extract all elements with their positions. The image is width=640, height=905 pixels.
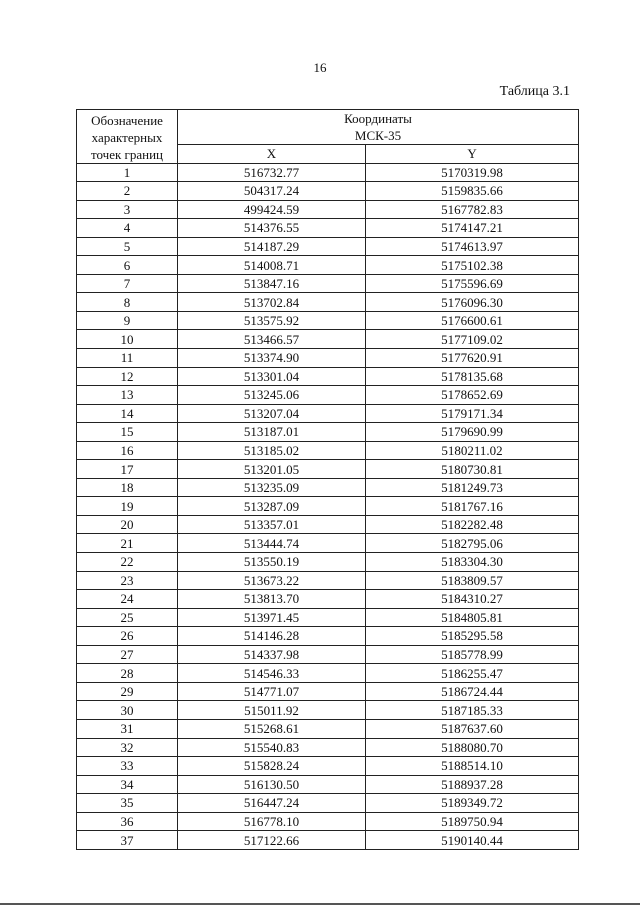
x-coordinate-cell: 513245.06 — [178, 386, 366, 405]
header-y: Y — [366, 145, 579, 164]
y-coordinate-cell: 5170319.98 — [366, 163, 579, 182]
table-row — [77, 571, 579, 590]
y-coordinate-cell: 5177109.02 — [366, 330, 579, 349]
x-coordinate-cell: 516778.10 — [178, 812, 366, 831]
y-coordinate-cell: 5181767.16 — [366, 497, 579, 516]
point-number-cell: 9 — [77, 311, 178, 330]
x-coordinate-cell: 513847.16 — [178, 274, 366, 293]
point-number-cell: 6 — [77, 256, 178, 275]
x-coordinate-cell: 514771.07 — [178, 682, 366, 701]
table-row — [77, 219, 579, 238]
table-row — [77, 163, 579, 182]
point-number-cell: 37 — [77, 831, 178, 850]
table-row — [77, 590, 579, 609]
table-row — [77, 701, 579, 720]
table-row — [77, 515, 579, 534]
y-coordinate-cell: 5184310.27 — [366, 590, 579, 609]
point-number-cell: 17 — [77, 460, 178, 479]
table-row — [77, 627, 579, 646]
x-coordinate-cell: 515268.61 — [178, 719, 366, 738]
x-coordinate-cell: 513550.19 — [178, 553, 366, 572]
y-coordinate-cell: 5189750.94 — [366, 812, 579, 831]
y-coordinate-cell: 5181249.73 — [366, 478, 579, 497]
point-number-cell: 35 — [77, 794, 178, 813]
header-coords-line: Координаты — [344, 111, 412, 126]
table-row — [77, 441, 579, 460]
y-coordinate-cell: 5176600.61 — [366, 311, 579, 330]
point-number-cell: 2 — [77, 182, 178, 201]
x-coordinate-cell: 513673.22 — [178, 571, 366, 590]
table-body — [77, 163, 579, 849]
point-number-cell: 27 — [77, 645, 178, 664]
point-number-cell: 8 — [77, 293, 178, 312]
x-coordinate-cell: 504317.24 — [178, 182, 366, 201]
table-row — [77, 812, 579, 831]
header-coordinates — [178, 110, 579, 145]
point-number-cell: 32 — [77, 738, 178, 757]
table-row — [77, 367, 579, 386]
x-coordinate-cell: 513207.04 — [178, 404, 366, 423]
x-coordinate-cell: 513813.70 — [178, 590, 366, 609]
x-coordinate-cell: 513287.09 — [178, 497, 366, 516]
x-coordinate-cell: 514008.71 — [178, 256, 366, 275]
table-row — [77, 757, 579, 776]
y-coordinate-cell: 5189349.72 — [366, 794, 579, 813]
x-coordinate-cell: 513971.45 — [178, 608, 366, 627]
y-coordinate-cell: 5188514.10 — [366, 757, 579, 776]
y-coordinate-cell: 5182795.06 — [366, 534, 579, 553]
y-coordinate-cell: 5167782.83 — [366, 200, 579, 219]
y-coordinate-cell: 5179690.99 — [366, 423, 579, 442]
header-coords-line: МСК-35 — [354, 128, 402, 143]
point-number-cell: 24 — [77, 590, 178, 609]
table-row — [77, 423, 579, 442]
point-number-cell: 23 — [77, 571, 178, 590]
point-number-cell: 4 — [77, 219, 178, 238]
x-coordinate-cell: 514187.29 — [178, 237, 366, 256]
x-coordinate-cell: 513185.02 — [178, 441, 366, 460]
table-row — [77, 478, 579, 497]
point-number-cell: 26 — [77, 627, 178, 646]
table-row — [77, 200, 579, 219]
point-number-cell: 7 — [77, 274, 178, 293]
x-coordinate-cell: 515828.24 — [178, 757, 366, 776]
point-number-cell: 25 — [77, 608, 178, 627]
x-coordinate-cell: 515540.83 — [178, 738, 366, 757]
y-coordinate-cell: 5174147.21 — [366, 219, 579, 238]
table-row — [77, 719, 579, 738]
x-coordinate-cell: 514146.28 — [178, 627, 366, 646]
table-row — [77, 311, 579, 330]
point-number-cell: 33 — [77, 757, 178, 776]
point-number-cell: 31 — [77, 719, 178, 738]
point-number-cell: 14 — [77, 404, 178, 423]
y-coordinate-cell: 5178652.69 — [366, 386, 579, 405]
y-coordinate-cell: 5174613.97 — [366, 237, 579, 256]
x-coordinate-cell: 516732.77 — [178, 163, 366, 182]
table-row — [77, 534, 579, 553]
x-coordinate-cell: 513702.84 — [178, 293, 366, 312]
y-coordinate-cell: 5186724.44 — [366, 682, 579, 701]
table-row — [77, 256, 579, 275]
header-point-line: Обозначение — [91, 112, 163, 128]
table-row — [77, 404, 579, 423]
x-coordinate-cell: 513357.01 — [178, 515, 366, 534]
point-number-cell: 18 — [77, 478, 178, 497]
x-coordinate-cell: 517122.66 — [178, 831, 366, 850]
point-number-cell: 21 — [77, 534, 178, 553]
table-row — [77, 682, 579, 701]
header-point-line: характерных — [91, 129, 163, 145]
x-coordinate-cell: 516130.50 — [178, 775, 366, 794]
x-coordinate-cell: 513575.92 — [178, 311, 366, 330]
table-row — [77, 386, 579, 405]
x-coordinate-cell: 513201.05 — [178, 460, 366, 479]
header-x: X — [178, 145, 366, 164]
x-coordinate-cell: 513444.74 — [178, 534, 366, 553]
point-number-cell: 22 — [77, 553, 178, 572]
x-coordinate-cell: 513466.57 — [178, 330, 366, 349]
x-coordinate-cell: 513301.04 — [178, 367, 366, 386]
x-coordinate-cell: 513235.09 — [178, 478, 366, 497]
header-point-line: точек границ — [90, 146, 164, 162]
y-coordinate-cell: 5183304.30 — [366, 553, 579, 572]
point-number-cell: 28 — [77, 664, 178, 683]
point-number-cell: 10 — [77, 330, 178, 349]
y-coordinate-cell: 5178135.68 — [366, 367, 579, 386]
y-coordinate-cell: 5190140.44 — [366, 831, 579, 850]
table-caption: Таблица 3.1 — [499, 84, 570, 99]
y-coordinate-cell: 5175102.38 — [366, 256, 579, 275]
x-coordinate-cell: 516447.24 — [178, 794, 366, 813]
point-number-cell: 1 — [77, 163, 178, 182]
coordinates-table — [76, 109, 579, 850]
y-coordinate-cell: 5180730.81 — [366, 460, 579, 479]
point-number-cell: 34 — [77, 775, 178, 794]
table-row — [77, 349, 579, 368]
x-coordinate-cell: 514546.33 — [178, 664, 366, 683]
y-coordinate-cell: 5176096.30 — [366, 293, 579, 312]
x-coordinate-cell: 515011.92 — [178, 701, 366, 720]
y-coordinate-cell: 5180211.02 — [366, 441, 579, 460]
point-number-cell: 19 — [77, 497, 178, 516]
y-coordinate-cell: 5177620.91 — [366, 349, 579, 368]
y-coordinate-cell: 5187637.60 — [366, 719, 579, 738]
y-coordinate-cell: 5184805.81 — [366, 608, 579, 627]
y-coordinate-cell: 5185778.99 — [366, 645, 579, 664]
table-row — [77, 460, 579, 479]
table-row — [77, 182, 579, 201]
y-coordinate-cell: 5182282.48 — [366, 515, 579, 534]
y-coordinate-cell: 5183809.57 — [366, 571, 579, 590]
x-coordinate-cell: 499424.59 — [178, 200, 366, 219]
y-coordinate-cell: 5187185.33 — [366, 701, 579, 720]
table-row — [77, 738, 579, 757]
point-number-cell: 12 — [77, 367, 178, 386]
point-number-cell: 29 — [77, 682, 178, 701]
table-row — [77, 497, 579, 516]
table-row — [77, 330, 579, 349]
table-row — [77, 645, 579, 664]
point-number-cell: 15 — [77, 423, 178, 442]
table-row — [77, 775, 579, 794]
x-coordinate-cell: 513374.90 — [178, 349, 366, 368]
table-row — [77, 664, 579, 683]
table-row — [77, 237, 579, 256]
page-number: 16 — [313, 60, 327, 75]
y-coordinate-cell: 5159835.66 — [366, 182, 579, 201]
table-row — [77, 794, 579, 813]
x-coordinate-cell: 513187.01 — [178, 423, 366, 442]
point-number-cell: 36 — [77, 812, 178, 831]
table-row — [77, 274, 579, 293]
table-row — [77, 553, 579, 572]
point-number-cell: 11 — [77, 349, 178, 368]
point-number-cell: 16 — [77, 441, 178, 460]
point-number-cell: 3 — [77, 200, 178, 219]
y-coordinate-cell: 5179171.34 — [366, 404, 579, 423]
table-row — [77, 831, 579, 850]
x-coordinate-cell: 514376.55 — [178, 219, 366, 238]
point-number-cell: 5 — [77, 237, 178, 256]
y-coordinate-cell: 5188080.70 — [366, 738, 579, 757]
x-coordinate-cell: 514337.98 — [178, 645, 366, 664]
y-coordinate-cell: 5175596.69 — [366, 274, 579, 293]
y-coordinate-cell: 5188937.28 — [366, 775, 579, 794]
point-number-cell: 13 — [77, 386, 178, 405]
table-row — [77, 293, 579, 312]
y-coordinate-cell: 5186255.47 — [366, 664, 579, 683]
y-coordinate-cell: 5185295.58 — [366, 627, 579, 646]
header-point-designation — [77, 110, 178, 164]
table-row — [77, 608, 579, 627]
point-number-cell: 20 — [77, 515, 178, 534]
point-number-cell: 30 — [77, 701, 178, 720]
